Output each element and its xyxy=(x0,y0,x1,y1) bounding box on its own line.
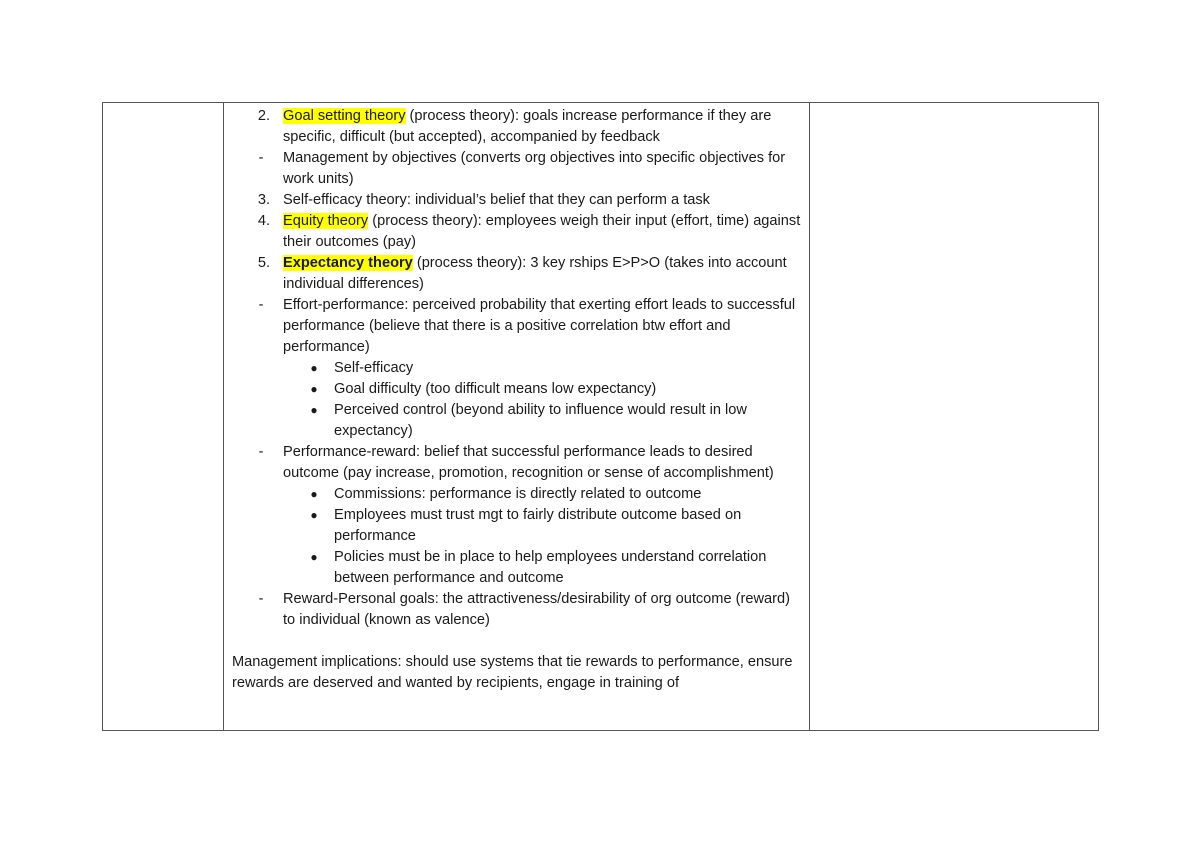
highlighted-term: Equity theory xyxy=(283,213,369,229)
right-cell xyxy=(810,103,1099,731)
bullet-text: Employees must trust mgt to fairly distribute outcome based on performance xyxy=(334,507,742,544)
bullet-icon: ● xyxy=(310,361,318,375)
highlighted-term: Expectancy theory xyxy=(283,255,413,271)
item-text: (process theory): 3 key rships E>P>O (takes into account individual differences) xyxy=(283,255,787,292)
bullet-icon: ● xyxy=(310,508,318,522)
item-text: Reward-Personal goals: the attractiveness/desirability of org outcome (reward) to individual (known as valence) xyxy=(283,591,790,628)
dash-marker: - xyxy=(258,297,264,313)
dash-marker: - xyxy=(258,150,264,166)
bullet-item xyxy=(224,358,801,379)
bullet-item xyxy=(224,484,801,505)
item-text: Performance-reward: belief that successful performance leads to desired outcome (pay increase, promotion, recognition or sense of accomplishment) xyxy=(283,444,774,481)
dash-marker: - xyxy=(258,591,264,607)
bullet-item xyxy=(224,505,801,547)
bullet-text: Goal difficulty (too difficult means low expectancy) xyxy=(334,381,657,397)
spacer xyxy=(224,631,801,652)
table-row xyxy=(103,103,1099,731)
list-item-goal-setting xyxy=(224,106,801,148)
dash-marker: - xyxy=(258,444,264,460)
item-text: Management by objectives (converts org objectives into specific objectives for work units) xyxy=(283,150,786,187)
list-item-effort-performance xyxy=(224,295,801,358)
list-number: 3. xyxy=(257,192,270,208)
bullet-text: Perceived control (beyond ability to influence would result in low expectancy) xyxy=(334,402,747,439)
notes-table xyxy=(102,102,1099,731)
list-item-self-efficacy xyxy=(224,190,801,211)
bullet-text: Policies must be in place to help employees understand correlation between performance and outcome xyxy=(334,549,767,586)
list-number: 2. xyxy=(257,108,270,124)
bullet-icon: ● xyxy=(310,487,318,501)
list-item-equity xyxy=(224,211,801,253)
bullet-icon: ● xyxy=(310,403,318,417)
item-text: (process theory): goals increase performance if they are specific, difficult (but accepted), accompanied by feedback xyxy=(283,108,772,145)
list-item-reward-personal xyxy=(224,589,801,631)
bullet-icon: ● xyxy=(310,382,318,396)
list-item-mbo xyxy=(224,148,801,190)
bullet-item xyxy=(224,400,801,442)
bullet-item xyxy=(224,379,801,400)
content-body xyxy=(224,103,809,694)
bullet-text: Commissions: performance is directly related to outcome xyxy=(334,486,702,502)
list-number: 5. xyxy=(257,255,270,271)
bullet-icon: ● xyxy=(310,550,318,564)
list-item-performance-reward xyxy=(224,442,801,484)
left-cell xyxy=(103,103,224,731)
list-number: 4. xyxy=(257,213,270,229)
item-text: Self-efficacy theory: individual’s belief that they can perform a task xyxy=(283,192,710,208)
item-text: Effort-performance: perceived probability that exerting effort leads to successful performance (believe that there is a positive correlation btw effort and performance) xyxy=(283,297,796,355)
item-text: (process theory): employees weigh their input (effort, time) against their outcomes (pay) xyxy=(283,213,801,250)
list-item-expectancy xyxy=(224,253,801,295)
management-implications: Management implications: should use systems that tie rewards to performance, ensure rewards are deserved and wanted by recipients, engage in training of xyxy=(232,654,793,691)
content-cell xyxy=(224,103,810,731)
bullet-item xyxy=(224,547,801,589)
highlighted-term: Goal setting theory xyxy=(283,108,406,124)
bullet-text: Self-efficacy xyxy=(334,360,414,376)
